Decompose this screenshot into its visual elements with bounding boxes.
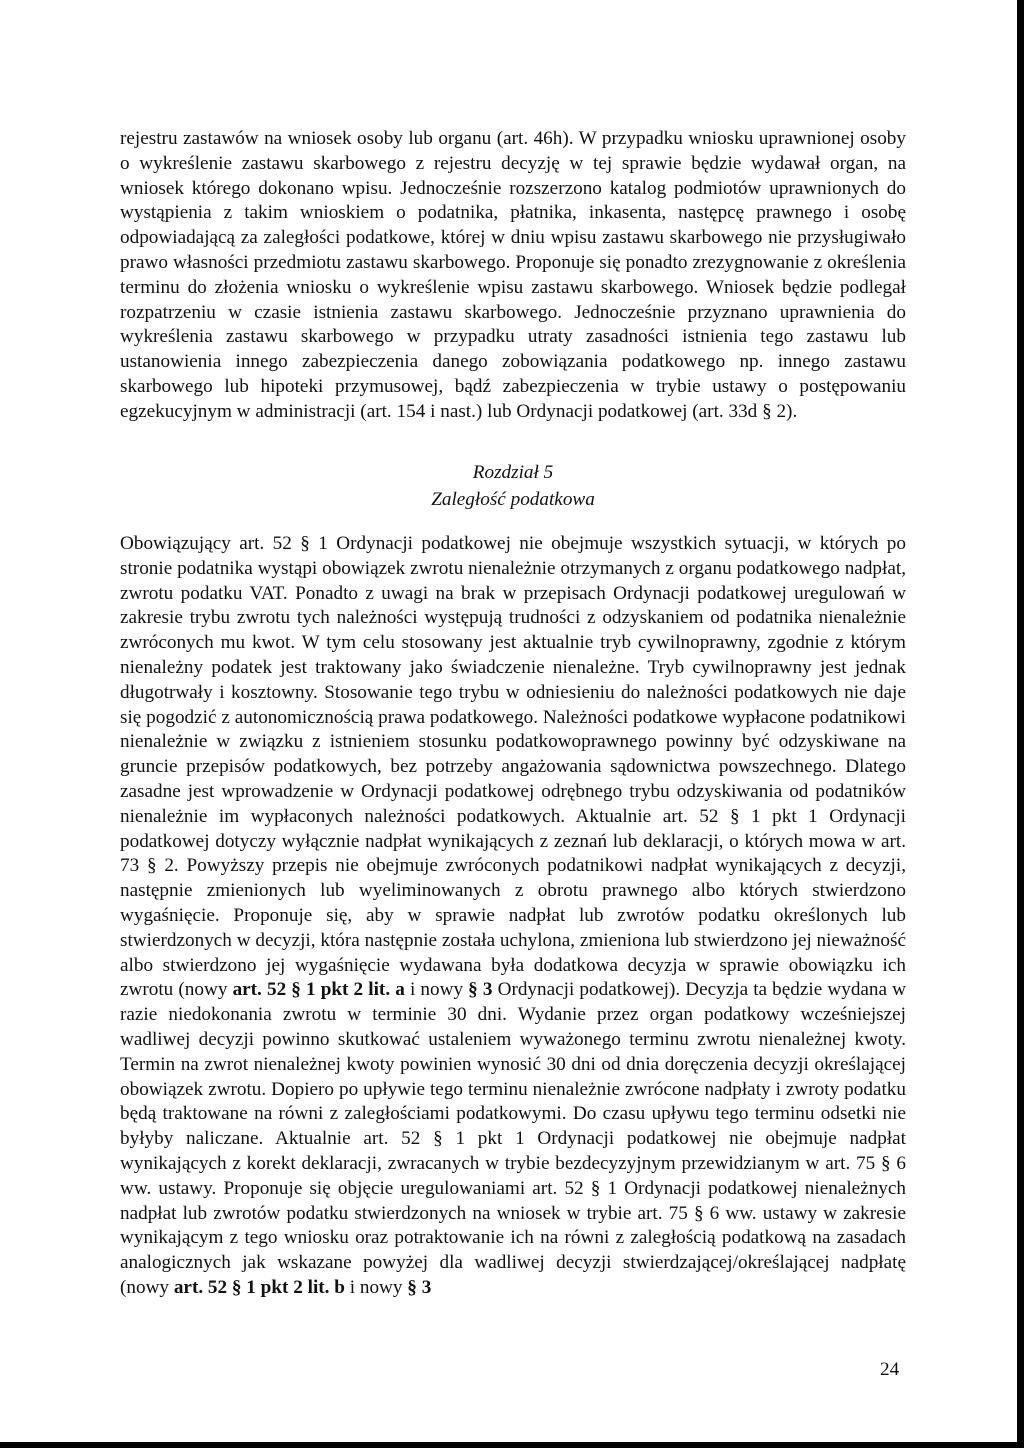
reference-par-3-b: § 3	[407, 1276, 432, 1298]
chapter-heading	[120, 459, 906, 513]
paragraph-1: rejestru zastawów na wniosek osoby lub organu (art. 46h). W przypadku wniosku uprawnionej osoby o wykreślenie zastawu skarbowego z rejestru decyzję w tej sprawie będzie wydawał organ, na wniosek którego dokonano wpisu. Jednocześnie rozszerzono katalog podmiotów uprawnionych do wystąpienia z takim wnioskiem o podatnika, płatnika, inkasenta, następcę prawnego i osobę odpowiadającą za zaległości podatkowe, której w dniu wpisu zastawu skarbowego nie przysługiwało prawo własności przedmiotu zastawu skarbowego. Proponuje się ponadto zrezygnowanie z określenia terminu do złożenia wniosku o wykreślenie wpisu zastawu skarbowego. Wniosek będzie podlegał rozpatrzeniu w czasie istnienia zastawu skarbowego. Jednocześnie przyznano uprawnienia do wykreślenia zastawu skarbowego w przypadku utraty zasadności istnienia tego zastawu lub ustanowienia innego zabezpieczenia danego zobowiązania podatkowego np. innego zastawu skarbowego lub hipoteki przymusowej, bądź zabezpieczenia w trybie ustawy o postępowaniu egzekucyjnym w administracji (art. 154 i nast.) lub Ordynacji podatkowej (art. 33d § 2).	[120, 128, 906, 422]
reference-art-52-lit-a: art. 52 § 1 pkt 2 lit. a	[232, 979, 405, 1001]
paragraph-2-text-c: Ordynacji podatkowej). Decyzja ta będzie wydana w razie niedokonania zwrotu w terminie 30 dni. Wydanie przez organ podatkowy wcześniejszej wadliwej decyzji powinno skutkować ustaleniem wyważonego terminu zwrotu nienależnej kwoty. Termin na zwrot nienależnej kwoty powinien wynosić 30 dni od dnia doręczenia decyzji określającej obowiązek zwrotu. Dopiero po upływie tego terminu nienależnie zwrócone nadpłaty i zwroty podatku będą traktowane na równi z zaległościami podatkowymi. Do czasu upływu tego terminu odsetki nie byłyby naliczane. Aktualnie art. 52 § 1 pkt 1 Ordynacji podatkowej nie obejmuje nadpłat wynikających z korekt deklaracji, zwracanych w trybie bezdecyzyjnym przewidzianym w art. 75 § 6 ww. ustawy. Proponuje się objęcie uregulowaniami art. 52 § 1 Ordynacji podatkowej nienależnych nadpłat lub zwrotów podatku stwierdzonych na wniosek w trybie art. 75 § 6 ww. ustawy w zakresie wynikającym z tego wniosku oraz potraktowanie ich na równi z zaległością podatkową na zasadach analogicznych jak wskazane powyżej dla wadliwej decyzji stwierdzającej/określającej nadpłatę (nowy	[120, 979, 907, 1298]
paragraph-2-text-d: i nowy	[344, 1276, 408, 1298]
chapter-number: Rozdział 5	[472, 462, 554, 483]
paragraph-2	[120, 532, 906, 1301]
page-number: 24	[880, 1359, 900, 1380]
paragraph-2-text-a: Obowiązujący art. 52 § 1 Ordynacji podatkowej nie obejmuje wszystkich sytuacji, w których po stronie podatnika wystąpi obowiązek zwrotu nienależnie otrzymanych z organu podatkowego nadpłat, zwrotu podatku VAT. Ponadto z uwagi na brak w przepisach Ordynacji podatkowej uregulowań w zakresie trybu zwrotu tych należności występują trudności z odzyskaniem od podatnika nienależnie zwróconych mu kwot. W tym celu stosowany jest aktualnie tryb cywilnoprawny, zgodnie z którym nienależny podatek jest traktowany jako świadczenie nienależne. Tryb cywilnoprawny jest jednak długotrwały i kosztowny. Stosowanie tego trybu w odniesieniu do należności podatkowych nie daje się pogodzić z autonomicznością prawa podatkowego. Należności podatkowe wypłacone podatnikowi nienależnie w związku z istnieniem stosunku podatkowoprawnego powinny być odzyskiwane na gruncie przepisów podatkowych, bez potrzeby angażowania sądownictwa powszechnego. Dlatego zasadne jest wprowadzenie w Ordynacji podatkowej odrębnego trybu odzyskiwania od podatników nienależnie im wypłaconych należności podatkowych. Aktualnie art. 52 § 1 pkt 1 Ordynacji podatkowej dotyczy wyłącznie nadpłat wynikających z zeznań lub deklaracji, o których mowa w art. 73 § 2. Powyższy przepis nie obejmuje zwróconych podatnikowi nadpłat wynikających z decyzji, następnie zmienionych lub wyeliminowanych z obrotu prawnego albo których stwierdzono wygaśnięcie. Proponuje się, aby w sprawie nadpłat lub zwrotów podatku określonych lub stwierdzonych w decyzji, która następnie została uchylona, zmieniona lub stwierdzono jej nieważność albo stwierdzono jej wygaśnięcie wydawana była dodatkowa decyzja w sprawie obowiązku ich zwrotu (nowy	[120, 533, 906, 1001]
reference-art-52-lit-b: art. 52 § 1 pkt 2 lit. b	[173, 1276, 345, 1298]
chapter-title: Zaległość podatkowa	[431, 489, 595, 510]
reference-par-3-a: § 3	[468, 979, 493, 1001]
paragraph-2-text-b: i nowy	[404, 979, 469, 1001]
